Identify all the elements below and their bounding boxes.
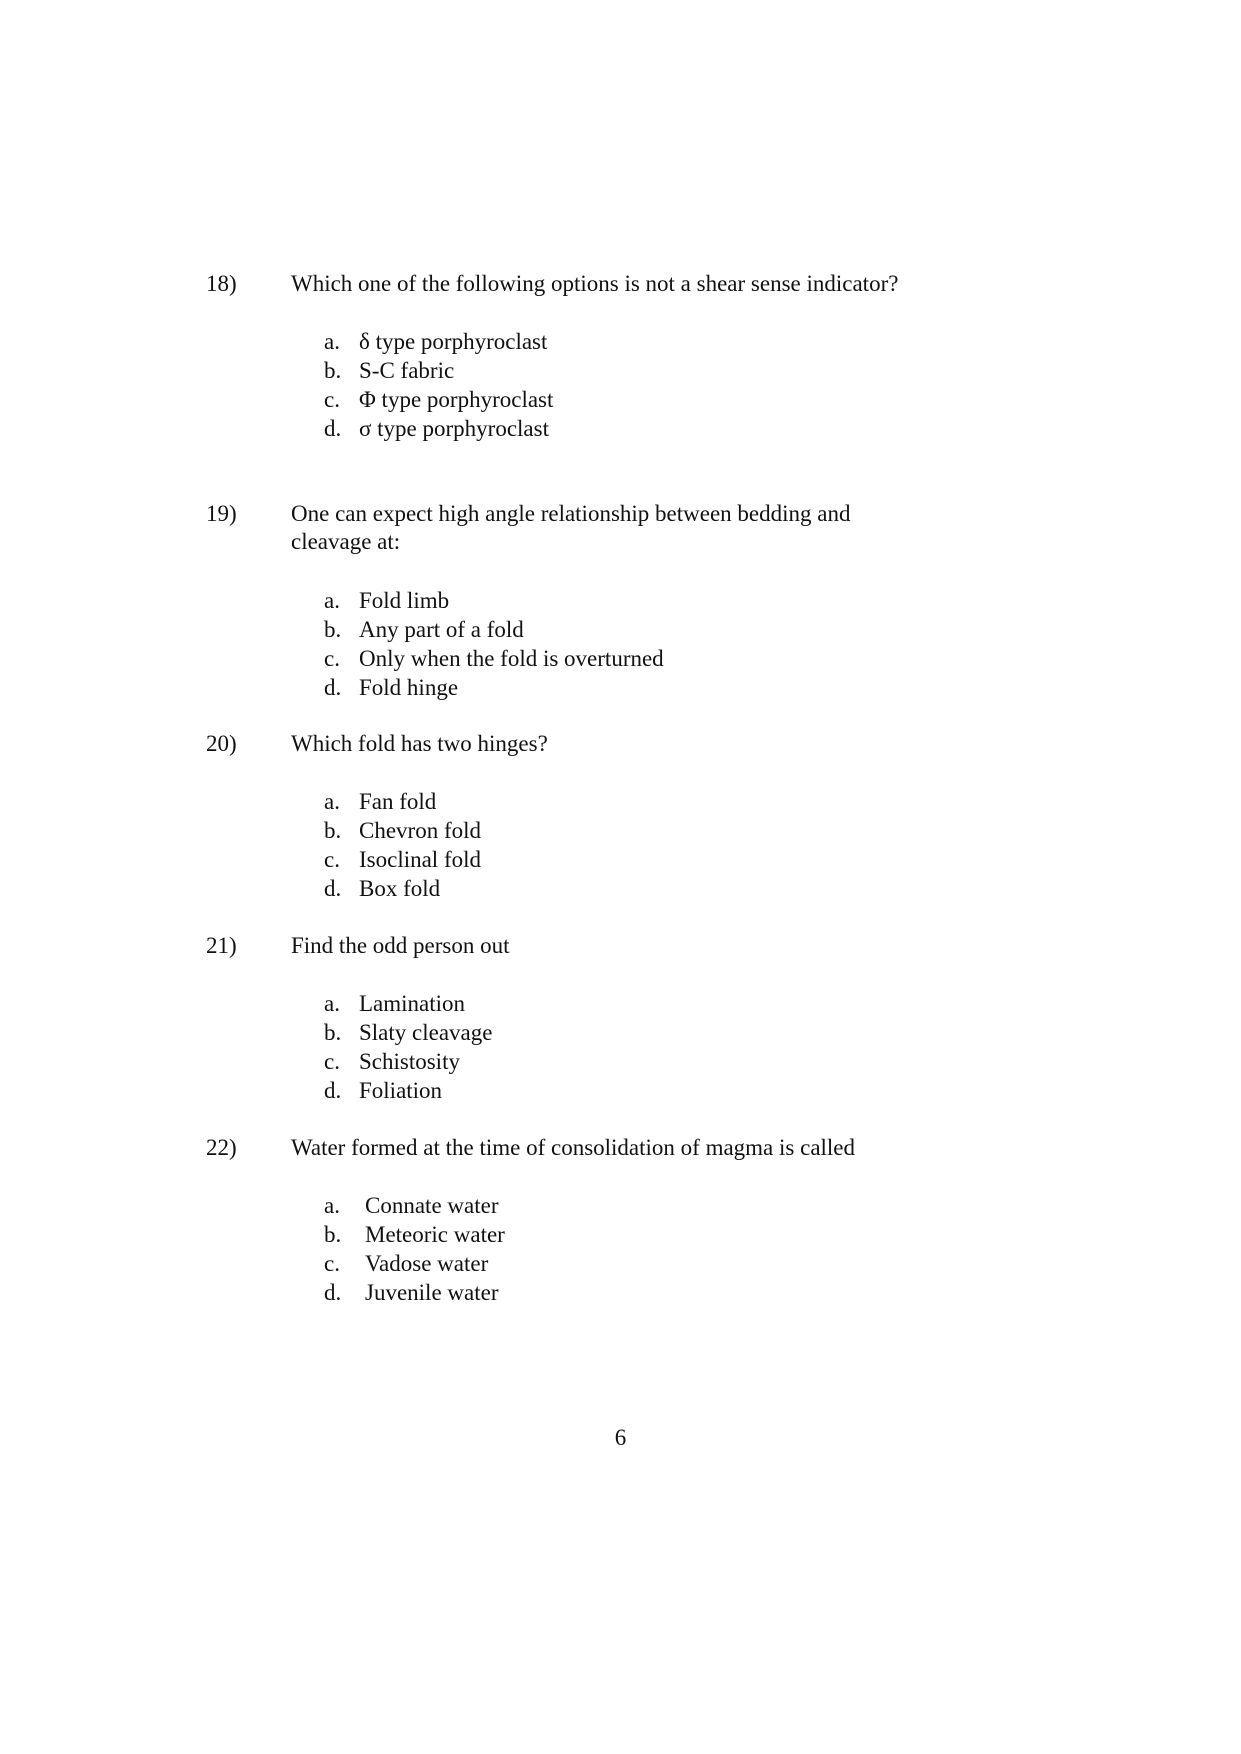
question-text: Water formed at the time of consolidation of magma is called — [291, 1135, 856, 1160]
question-text: Find the odd person out — [291, 933, 510, 958]
option-text: Fan fold — [359, 789, 437, 814]
option-text: S-C fabric — [359, 358, 455, 383]
option-d — [324, 875, 481, 904]
option-letter: c. — [324, 387, 340, 412]
question-number: 22) — [206, 1135, 237, 1160]
option-a — [324, 587, 664, 616]
option-text: Fold hinge — [359, 675, 459, 700]
options-list — [324, 1192, 505, 1308]
option-letter: a. — [324, 991, 340, 1016]
options-list — [324, 990, 492, 1106]
question-number: 18) — [206, 271, 237, 296]
option-letter: c. — [324, 847, 340, 872]
option-text: Schistosity — [359, 1049, 460, 1074]
option-letter: b. — [324, 617, 342, 642]
option-letter: d. — [324, 675, 342, 700]
options-list — [324, 788, 481, 904]
question-number: 20) — [206, 731, 237, 756]
option-b — [324, 1019, 492, 1048]
option-c — [324, 1250, 505, 1279]
option-text: Chevron fold — [359, 818, 482, 843]
option-a — [324, 788, 481, 817]
option-letter: a. — [324, 329, 340, 354]
option-text: Slaty cleavage — [359, 1020, 493, 1045]
option-c — [324, 1048, 492, 1077]
question-number: 21) — [206, 933, 237, 958]
option-letter: d. — [324, 876, 342, 901]
option-letter: b. — [324, 1020, 342, 1045]
option-c — [324, 846, 481, 875]
option-a — [324, 990, 492, 1019]
option-letter: a. — [324, 789, 340, 814]
option-text: σ type porphyroclast — [359, 416, 549, 441]
option-text: Connate water — [365, 1193, 499, 1218]
option-letter: d. — [324, 1078, 342, 1103]
option-b — [324, 1221, 505, 1250]
option-text: Fold limb — [359, 588, 450, 613]
option-letter: b. — [324, 818, 342, 843]
option-text: Isoclinal fold — [359, 847, 481, 872]
options-list — [324, 587, 664, 703]
option-letter: c. — [324, 646, 340, 671]
option-a — [324, 328, 553, 357]
option-letter: c. — [324, 1049, 340, 1074]
options-list — [324, 328, 553, 444]
option-a — [324, 1192, 505, 1221]
option-text: Foliation — [359, 1078, 443, 1103]
option-letter: c. — [324, 1251, 340, 1276]
option-letter: b. — [324, 358, 342, 383]
option-letter: d. — [324, 416, 342, 441]
option-d — [324, 674, 664, 703]
option-b — [324, 357, 553, 386]
option-text: Φ type porphyroclast — [359, 387, 554, 412]
option-c — [324, 386, 553, 415]
option-text: Any part of a fold — [359, 617, 524, 642]
question-text: Which fold has two hinges? — [291, 731, 548, 756]
option-letter: a. — [324, 1193, 340, 1218]
option-letter: a. — [324, 588, 340, 613]
option-text: Meteoric water — [365, 1222, 505, 1247]
option-c — [324, 645, 664, 674]
option-b — [324, 817, 481, 846]
option-b — [324, 616, 664, 645]
page-number: 6 — [614, 1425, 627, 1450]
option-text: Vadose water — [365, 1251, 489, 1276]
question-text: One can expect high angle relationship between bedding and cleavage at: — [291, 501, 851, 554]
option-d — [324, 1077, 492, 1106]
option-text: δ type porphyroclast — [359, 329, 548, 354]
question-number: 19) — [206, 501, 237, 526]
option-text: Only when the fold is overturned — [359, 646, 664, 671]
option-text: Lamination — [359, 991, 466, 1016]
option-d — [324, 1279, 505, 1308]
option-letter: d. — [324, 1280, 342, 1305]
option-d — [324, 415, 553, 444]
question-text: Which one of the following options is not a shear sense indicator? — [291, 271, 899, 296]
option-letter: b. — [324, 1222, 342, 1247]
option-text: Juvenile water — [365, 1280, 499, 1305]
option-text: Box fold — [359, 876, 441, 901]
